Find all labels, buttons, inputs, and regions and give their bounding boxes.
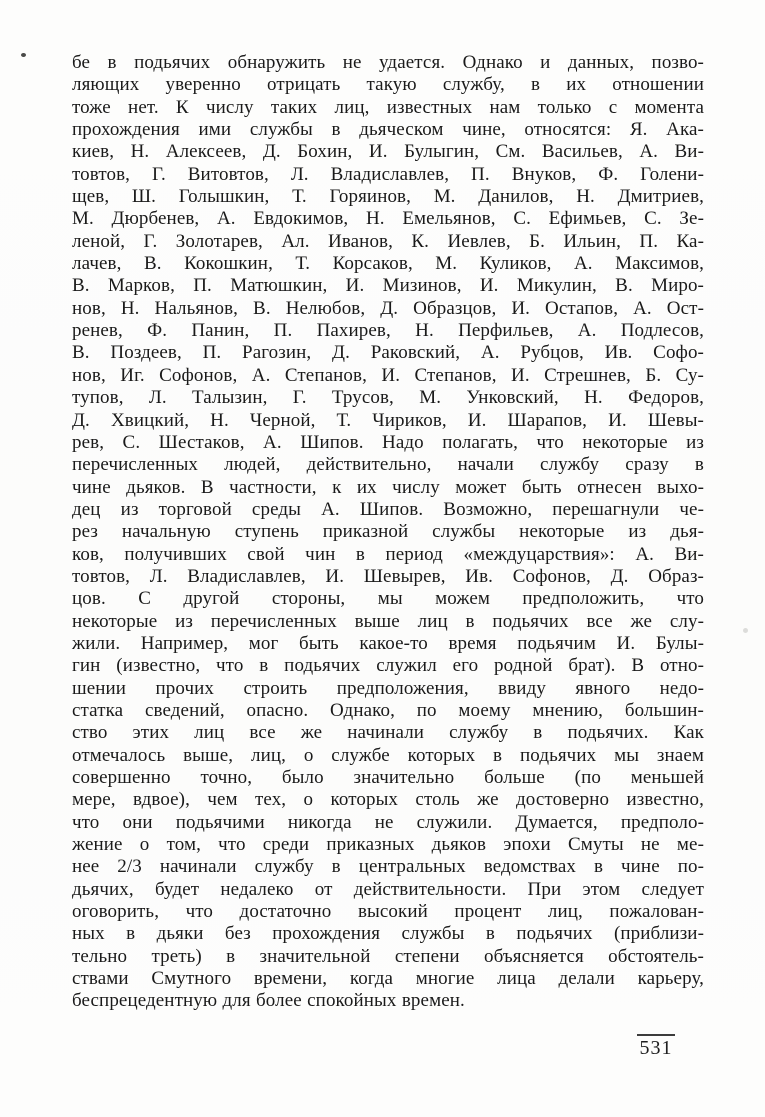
body-text xyxy=(72,52,704,1013)
text-line: беспрецедентную для более спокойных времен. xyxy=(72,990,465,1012)
text-line: дец из торговой среды А. Шипов. Возможно, перешагнули че- xyxy=(72,498,704,520)
text-line: щев, Ш. Голышкин, Т. Горяинов, М. Данилов, Н. Дмитриев, xyxy=(72,186,704,208)
text-line: товтов, Л. Владиславлев, И. Шевырев, Ив. Софонов, Д. Образ- xyxy=(72,565,704,587)
text-line: леной, Г. Золотарев, Ал. Иванов, К. Иевлев, Б. Ильин, П. Ка- xyxy=(72,230,704,252)
paper-speck xyxy=(21,53,26,57)
text-line: что они подьячими никогда не служили. Думается, предполо- xyxy=(72,811,704,833)
text-line: тельно треть) в значительной степени объясняется обстоятель- xyxy=(72,945,704,967)
text-line: цов. С другой стороны, мы можем предположить, что xyxy=(72,588,704,610)
text-line: дьячих, будет недалеко от действительности. При этом следует xyxy=(72,878,704,900)
text-line: гин (известно, что в подьячих служил его родной брат). В отно- xyxy=(72,655,704,677)
text-line: киев, Н. Алексеев, Д. Бохин, И. Булыгин, См. Васильев, А. Ви- xyxy=(72,141,704,163)
text-line: нов, Иг. Софонов, А. Степанов, И. Степанов, И. Стрешнев, Б. Су- xyxy=(72,364,704,386)
text-line: оговорить, что достаточно высокий процент лиц, пожалован- xyxy=(72,901,704,923)
text-line: шении прочих строить предположения, ввиду явного недо- xyxy=(72,677,704,699)
text-line: перечисленных людей, действительно, начали службу сразу в xyxy=(72,454,704,476)
text-line: рев, С. Шестаков, А. Шипов. Надо полагать, что некоторые из xyxy=(72,431,704,453)
text-line: совершенно точно, было значительно больше (по меньшей xyxy=(72,767,704,788)
text-line: ков, получивших свой чин в период «междуцарствия»: А. Ви- xyxy=(72,543,704,565)
page-number-block xyxy=(637,1034,675,1059)
text-line: тоже нет. К числу таких лиц, известных нам только с момента xyxy=(72,96,704,118)
text-line: статка сведений, опасно. Однако, по моему мнению, большин- xyxy=(72,699,704,721)
paper-speck xyxy=(743,628,748,633)
text-line: чине дьяков. В частности, к их числу может быть отнесен выхо- xyxy=(72,476,704,498)
text-line: ных в дьяки без прохождения службы в подьячих (приблизи- xyxy=(72,923,704,945)
text-line: В. Поздеев, П. Рагозин, Д. Раковский, А. Рубцов, Ив. Софо- xyxy=(72,342,704,364)
page-number-rule xyxy=(637,1034,675,1036)
text-line: товтов, Г. Витовтов, Л. Владиславлев, П. Внуков, Ф. Голени- xyxy=(72,163,704,185)
page-number: 531 xyxy=(639,1037,673,1059)
text-line: тупов, Л. Талызин, Г. Трусов, М. Унковский, Н. Федоров, xyxy=(72,387,704,409)
text-line: некоторые из перечисленных выше лиц в подьячих все же слу- xyxy=(72,610,704,632)
text-line: жили. Например, мог быть какое-то время подьячим И. Булы- xyxy=(72,632,704,654)
text-line: рез начальную ступень приказной службы некоторые из дья- xyxy=(72,521,704,543)
text-line: В. Марков, П. Матюшкин, И. Мизинов, И. Микулин, В. Миро- xyxy=(72,275,704,297)
text-line: М. Дюрбенев, А. Евдокимов, Н. Емельянов, С. Ефимьев, С. Зе- xyxy=(72,208,704,230)
text-line: мере, вдвое), чем тех, о которых столь же достоверно известно, xyxy=(72,789,704,811)
text-line: ство этих лиц все же начинали службу в подьячих. Как xyxy=(72,722,704,744)
text-line: лачев, В. Кокошкин, Т. Корсаков, М. Куликов, А. Максимов, xyxy=(72,253,704,275)
text-line: ляющих уверенно отрицать такую службу, в их отношении xyxy=(72,74,704,96)
text-line: ренев, Ф. Панин, П. Пахирев, Н. Перфильев, А. Подлесов, xyxy=(72,320,704,342)
text-line: отмечалось выше, лиц, о службе которых в подьячих мы знаем xyxy=(72,744,704,766)
text-line: нее 2/3 начинали службу в центральных ведомствах в чине по- xyxy=(72,856,704,878)
text-line: прохождения ими службы в дьяческом чине, относятся: Я. Ака- xyxy=(72,119,704,141)
text-line: Д. Хвицкий, Н. Черной, Т. Чириков, И. Шарапов, И. Шевы- xyxy=(72,409,704,431)
text-line: бе в подьячих обнаружить не удается. Однако и данных, позво- xyxy=(72,52,704,73)
text-line: нов, Н. Нальянов, В. Нелюбов, Д. Образцов, И. Остапов, А. Ост- xyxy=(72,297,704,319)
text-line: ствами Смутного времени, когда многие лица делали карьеру, xyxy=(72,968,704,990)
text-line: жение о том, что среди приказных дьяков эпохи Смуты не ме- xyxy=(72,834,704,856)
